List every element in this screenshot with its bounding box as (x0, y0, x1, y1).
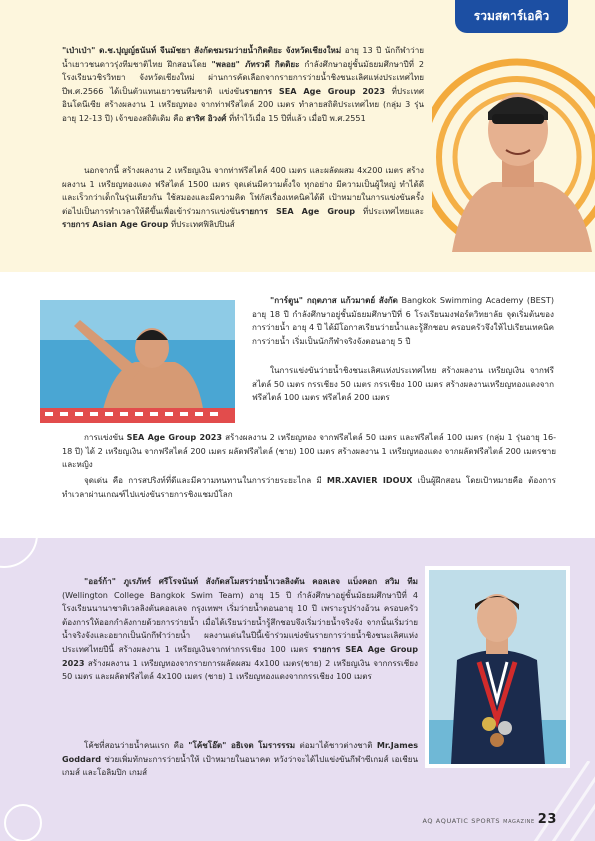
run: ช่วยเพิ่มทักษะการว่ายน้ำให้ เป้าหมายในอนาคต หวังว่าจะได้ไปแข่งขันกีฬาซีเกมส์ เอเชียนเกมส์ และโอลิมปิก เกมส์ (62, 753, 418, 778)
run: เป็นผู้ฝึกสอน โดยเป้าหมายคือ ต้องการทำเวลาผ่านเกณฑ์ไปแข่งขันรายการชิงแชมป์โลก (62, 475, 556, 499)
run: ต่อมาได้ชาวต่างชาติ (295, 740, 377, 750)
run: จุดเด่น คือ การสปริงท์ที่ดีและมีความทนทานในการว่ายระยะไกล มี (84, 475, 327, 485)
athlete-3-paragraph-1 (62, 575, 418, 684)
athlete-section-2 (0, 272, 595, 538)
athlete-2-paragraph-1 (252, 294, 554, 348)
run: (Wellington College Bangkok Swim Team) อายุ 15 ปี กำลังศึกษาอยู่ชั้นมัธยมศึกษาปีที่ 4 โรงเรียนนานาชาติเวลลิงตันคอลเลจ กรุงเทพฯ เริ่มว่ายน้ำตอนอายุ 10 ปี เพราะรูปร่างอ้วน ครอบครัวต้องการให้ออกกำลังกายด้วยการว่ายน้ำ เมื่อได้เรียนว่ายน้ำรู้สึกชอบจึงเริ่มว่ายน้ำจริงจัง จากนั้นเริ่มว่ายน้ำจริงจังและอยากเป็นนักกีฬาว่ายน้ำ ผลงานเด่นในปีนี้เข้าร่วมแข่งขันรายการว่ายน้ำชิงชนะเลิศแห่งประเทศไทยปีนี้ สร้างผลงาน 1 เหรียญเงินจากท่ากรรเชียง 100 เมตร (62, 589, 418, 654)
run: สร้างผลงาน 1 เหรียญทองจากรายการผลัดผสม 4x100 เมตร(ชาย) 2 เหรียญเงิน จากกรรเชียง 50 เมตร และผลัดฟรีสไตล์ 4x100 เมตร (ชาย) 1 เหรียญทองแดงจากกรรเชียง 100 เมตร (62, 657, 418, 682)
swimmer-photo-3 (425, 566, 570, 768)
run: นอกจากนี้ สร้างผลงาน 2 เหรียญเงิน จากท่าฟรีสไตล์ 400 เมตร และผลัดผสม 4x200 เมตร สร้างผลงาน 1 เหรียญทองแดง ฟรีสไตล์ 1500 เมตร จุดเด่นมีความตั้งใจ ทุกอย่าง มีความเป็นผู้ใหญ่ ทำได้ดีและเร็วกว่าเด็กในรุ่นเดียวกัน ใช้สมองและมีความคิด โฟกัสเรื่องเทคนิคได้ดี เป้าหมายในการแข่งขันครั้งต่อไปเป็นการทำเวลาให้ดีขึ้นเพื่อเข้าร่วมการแข่งขัน (62, 165, 424, 216)
decorative-stripes (529, 761, 595, 841)
run: โค้ชที่สอนว่ายน้ำคนแรก คือ (84, 740, 189, 750)
run: SEA Age Group 2023 (126, 432, 223, 442)
athlete-1-paragraph-2 (62, 164, 424, 232)
magazine-suffix: MAGAZINE (503, 819, 535, 825)
swimmer-photo-1 (432, 42, 595, 252)
athlete-section-3 (0, 538, 595, 841)
run: ที่ประเทศไทยและ (355, 205, 424, 216)
athlete-2-paragraph-4 (62, 474, 556, 501)
athlete-1-paragraph-1 (62, 44, 424, 126)
swimmer-photo-2 (40, 300, 235, 423)
athlete-2-paragraph-2 (252, 364, 554, 405)
run: Mr.James Goddard (62, 740, 419, 764)
run: รายการ SEA Age Group (240, 205, 356, 216)
run: "ออร์ก้า" ภูเรภัทร์ ศรีโรจนันท์ สังกัดสโมสรว่ายน้ำเวลลิงตัน คอลเลจ แบ็งคอก สวิม ทีม (84, 576, 418, 586)
run: "การ์ตูน" กฤตภาส แก้วมาตย์ สังกัด (270, 295, 398, 305)
athlete-2-paragraph-3 (62, 431, 556, 472)
run: ที่ประเทศอินโดนีเซีย สร้างผลงาน 1 เหรียญทอง จากท่าฟรีสไตล์ 200 เมตร ทำลายสถิติประเทศไทย (กลุ่ม 3 รุ่นอายุ 12-13 ปี) เจ้าของสถิติเดิม คือ (62, 85, 424, 123)
run: อายุ 13 ปี นักกีฬาว่ายน้ำเยาวชนดาวรุ่งทีมชาติไทย ฝึกสอนโดย (62, 45, 425, 69)
run: สาริศ อิวงศ์ (185, 112, 227, 123)
run: "โค้ชโอ๊ต" อธิเจต โมรารรรม (188, 740, 296, 750)
run: ที่ประเทศฟิลิปปินส์ (168, 219, 235, 230)
decorative-circle (0, 538, 38, 568)
run: ในการแข่งขันว่ายน้ำชิงชนะเลิศแห่งประเทศไทย สร้างผลงาน เหรียญเงิน จากฟรีสไตล์ 50 เมตร กรรเชียง 50 เมตร กรรเชียง 100 เมตร สร้างผลงานเหรียญทองแดงจากฟรีสไตล์ 100 เมตร ฟรีสไตล์ 200 เมตร (252, 365, 554, 403)
run: Bangkok Swimming Academy (BEST) อายุ 18 ปี กำลังศึกษาอยู่ชั้นมัธยมศึกษาปีที่ 6 โรงเรียนมงฟอร์ตวิทยาลัย จุดเริ่มต้นของการว่ายน้ำ อายุ 4 ปี ได้มีโอกาสเรียนว่ายน้ำและรู้สึกชอบ ครอบครัวจึงให้ไปเรียนเทคนิคการว่ายน้ำ เริ่มเป็นนักกีฬาจริงจังตอนอายุ 5 ปี (252, 295, 554, 346)
run: "เป่าเป่า" ด.ช.ปุญญ์ธนันท์ จีนมัชยา สังกัดชมรมว่ายน้ำกิตติยะ จังหวัดเชียงใหม่ (62, 45, 342, 55)
page-footer (422, 812, 557, 827)
page-number: 23 (537, 812, 557, 827)
run: การแข่งขัน (84, 432, 127, 442)
athlete-3-paragraph-2 (62, 739, 418, 780)
run: รายการ Asian Age Group (62, 219, 169, 230)
run: รายการ SEA Age Group 2023 (244, 85, 385, 96)
run: MR.XAVIER IDOUX (326, 475, 413, 485)
athlete-section-1 (0, 0, 595, 272)
run: "พลอย" ภัทรวดี กิตติยะ (211, 58, 300, 69)
run: กำลังศึกษาอยู่ชั้นมัธยมศึกษาปีที่ 2 โรงเรียนวชิรวิทยา จังหวัดเชียงใหม่ ผ่านการคัดเลือกจากรายการว่ายน้ำชิงชนะเลิศแห่งประเทศไทย ปีพ.ศ.2566 ได้เป็นตัวแทนเยาวชนทีมชาติ แข่งขัน (62, 58, 425, 96)
run: สร้างผลงาน 2 เหรียญทอง จากฟรีสไตล์ 50 เมตร และฟรีสไตล์ 100 เมตร (กลุ่ม 1 รุ่นอายุ 16-18 ปี) ได้ 2 เหรียญเงิน จากฟรีสไตล์ 200 เมตร ผลัดฟรีสไตล์ (ชาย) 100 เมตร สร้างผลงาน 1 เหรียญทองแดง จากผลัดฟรีสไตล์ 200 เมตรชายและหญิง (62, 432, 557, 470)
run: รายการ SEA Age Group 2023 (62, 643, 418, 668)
decorative-circle (4, 804, 42, 841)
magazine-name: AQ AQUATIC SPORTS (422, 817, 501, 825)
category-badge: รวมสตาร์เอคิว (455, 0, 568, 33)
run: ที่ทำไว้เมื่อ 15 ปีที่แล้ว เมื่อปี พ.ศ.2551 (226, 112, 366, 123)
